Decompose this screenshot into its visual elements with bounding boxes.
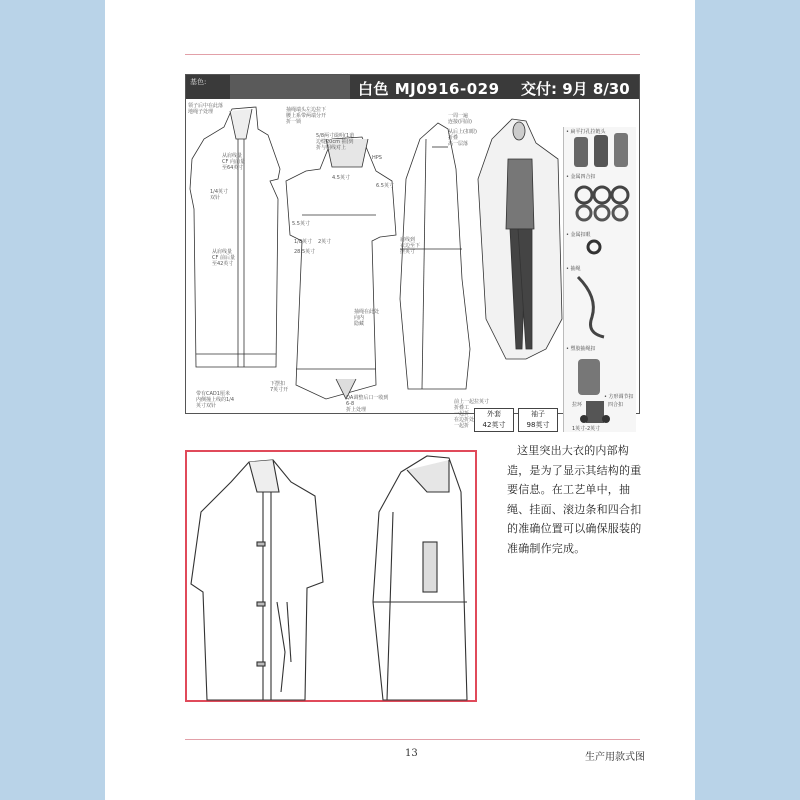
size-coat-value: 42英寸: [482, 421, 506, 429]
note-cad: 带有CAD1厘米 内侧撞上线的1/4 英寸双针: [196, 391, 235, 409]
front-coat-sketch: [190, 107, 280, 367]
note-collar: 领子后中在此落 地绳子处理: [188, 103, 224, 115]
note-drawcord: 抽绳端头左边拉下 腰上系带两端分开 折一锁: [286, 107, 327, 125]
accessory-column: [563, 127, 636, 432]
book-page: [105, 0, 695, 800]
note-double-needle: 1/4英寸 双针: [210, 189, 229, 201]
note-measure-3: 5.5英寸: [292, 221, 310, 227]
page-number: 13: [405, 748, 418, 759]
acc-label-7: 四合扣: [608, 402, 624, 408]
note-measure-2: 6.5英寸: [376, 183, 394, 189]
delivery-date: 交付: 9月 8/30: [521, 80, 630, 98]
base-color-label: 基色:: [190, 78, 207, 86]
spec-body: [186, 99, 639, 432]
spec-header: [186, 75, 639, 99]
note-measure-5: 28.5英寸: [294, 249, 316, 255]
size-box-coat: [474, 408, 514, 432]
note-fold: 前上一起拉英寸 折叠工 一起折 在边折处 一起折: [454, 399, 490, 429]
size-coat-name: 外套: [487, 410, 501, 418]
side-coat-sketch: [400, 123, 470, 389]
tech-spec-sheet: [185, 74, 640, 432]
note-qa: QA调整后口一收到 6-8 折上处理: [346, 395, 389, 413]
top-rule: [185, 54, 640, 55]
note-buttonhole: 从后上(扣眼) 折叠 高一层落: [448, 129, 477, 147]
acc-label-5: • 方形调节扣: [604, 394, 634, 400]
note-connection: 一周一遍 连接(同前): [448, 113, 472, 125]
detail-highlight-box: [185, 450, 477, 702]
header-color-swatch: [230, 75, 350, 99]
size-sleeve-name: 袖子: [531, 410, 545, 418]
acc-label-2: • 金属扣眼: [566, 232, 591, 238]
size-box-sleeve: [518, 408, 558, 432]
note-hem-button: 下摆扣 7英寸开: [270, 381, 289, 393]
acc-label-6: 拉环: [572, 402, 583, 408]
description-text: 这里突出大衣的内部构造，是为了显示其结构的重要信息。在工艺单中，抽绳、挂面、滚边条和四合扣的准确位置可以确保服装的准确制作完成。: [507, 444, 642, 555]
style-title: 白色 MJ0916-029: [358, 80, 500, 98]
size-sleeve-value: 98英寸: [526, 421, 550, 429]
note-hps: HPS: [372, 155, 382, 161]
acc-label-8: 1英寸-2英寸: [572, 426, 601, 432]
running-title: 生产用款式图: [585, 752, 645, 763]
detail-sketch: [187, 452, 475, 700]
note-measure-6: 2英寸: [318, 239, 332, 245]
acc-label-1: • 金属四合扣: [566, 174, 596, 180]
note-drawcord-hidden: 抽绳在此处 向内 隐藏: [354, 309, 380, 327]
acc-label-0: • 扁平打孔拉链头: [566, 129, 606, 135]
note-topstitch: 5/8两寸缉明(1道 边缝20cm 抽)到 折与明线对上: [316, 133, 355, 151]
acc-label-3: • 抽绳: [566, 266, 581, 272]
note-hem: 肩线到 衣边至下 摆英寸: [400, 237, 421, 255]
note-shoulder-back: 从肩线量 CF 前后量 至42英寸: [212, 249, 235, 267]
note-measure-1: 4.5英寸: [332, 175, 350, 181]
acc-label-4: • 塑胶抽绳扣: [566, 346, 596, 352]
note-measure-4: 1/8英寸: [294, 239, 313, 245]
bottom-rule: [185, 739, 640, 740]
note-shoulder-front: 从肩线量 CF 向前量 至64英寸: [222, 153, 245, 171]
